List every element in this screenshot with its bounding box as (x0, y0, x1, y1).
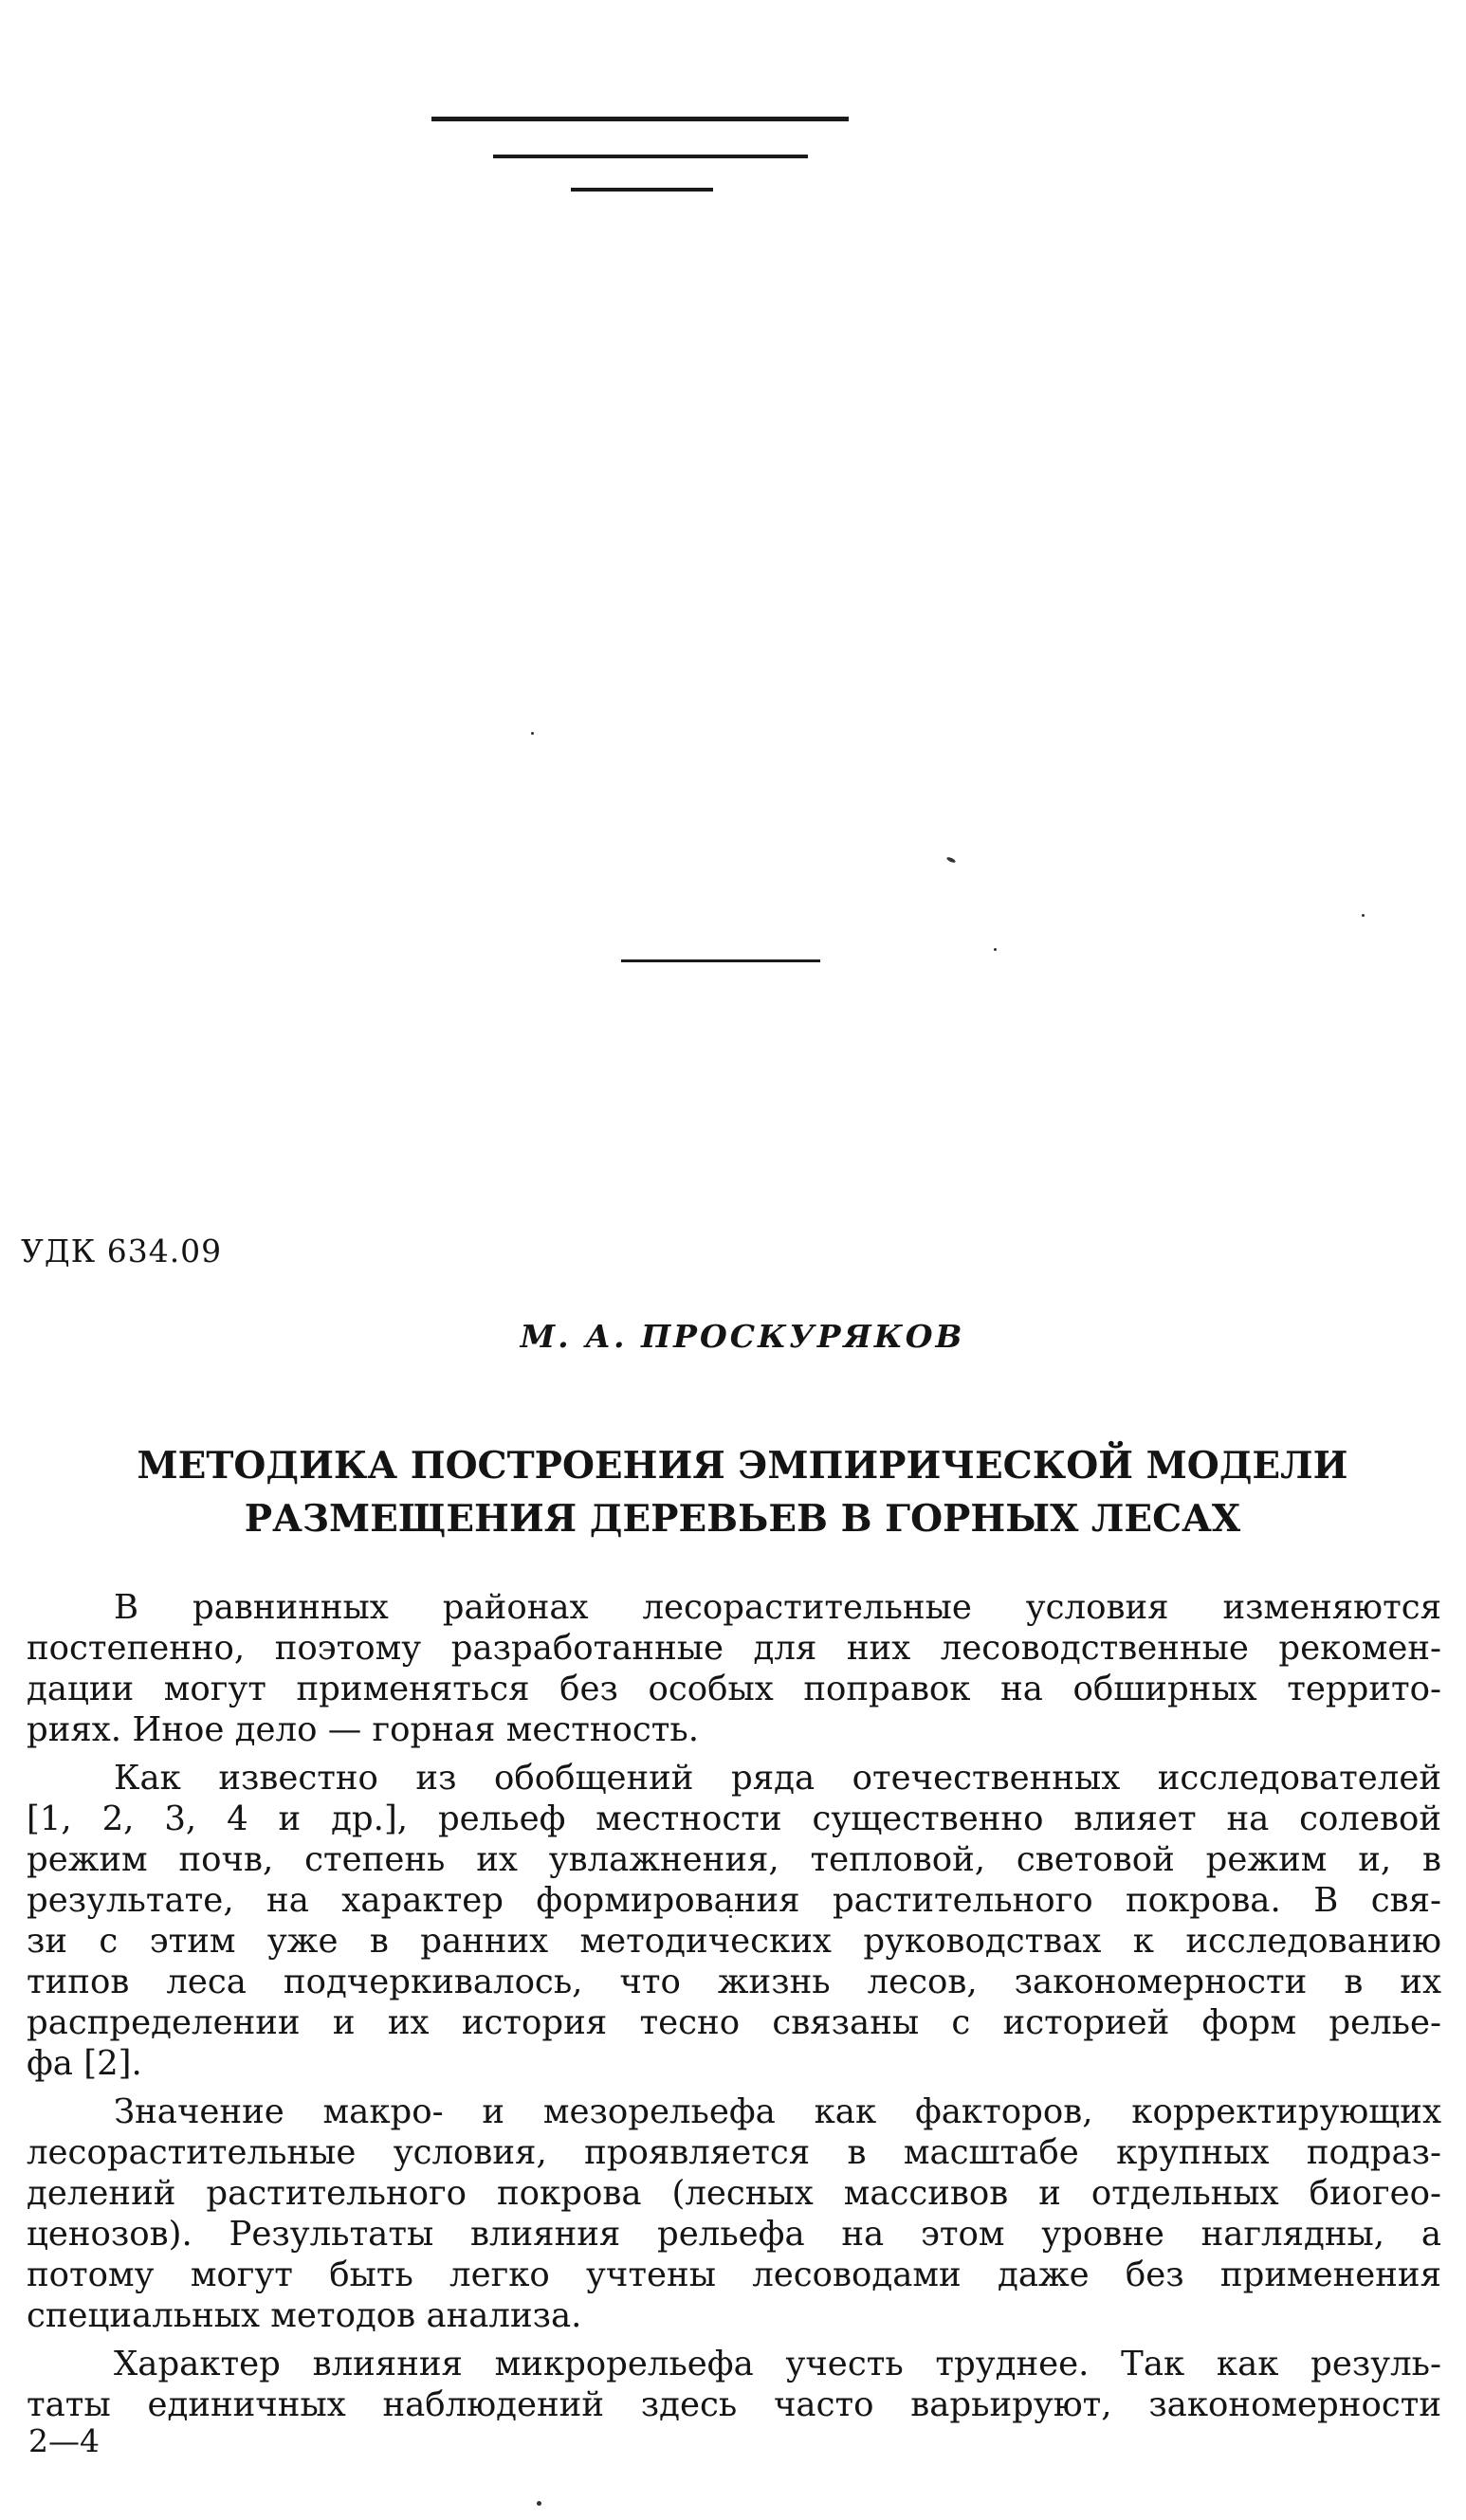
text-line: дации могут применяться без особых поправок на обширных террито- (27, 1670, 1441, 1708)
text-line: распределении и их история тесно связаны с историей форм релье- (27, 2003, 1441, 2042)
text-line: результате, на характер формирования растительного покрова. В свя- (27, 1881, 1441, 1920)
text-line: лесорастительные условия, проявляется в масштабе крупных подраз- (27, 2133, 1441, 2172)
speck (946, 856, 957, 864)
text-line: режим почв, степень их увлажнения, тепловой, световой режим и, в (27, 1840, 1441, 1879)
author-name: М. А. ПРОСКУРЯКОВ (520, 1318, 965, 1355)
mid-rule (621, 959, 820, 962)
text-line: таты единичных наблюдений здесь часто варьируют, закономерности (27, 2385, 1441, 2424)
text-line: типов леса подчеркивалось, что жизнь лесов, закономерности в их (27, 1963, 1441, 2001)
speck (994, 948, 997, 951)
text-line: делений растительного покрова (лесных массивов и отдельных биогео- (27, 2174, 1441, 2213)
title-line: РАЗМЕЩЕНИЯ ДЕРЕВЬЕВ В ГОРНЫХ ЛЕСАХ (244, 1497, 1241, 1541)
top-rule-3 (571, 188, 713, 192)
signature-mark: 2—4 (28, 2422, 100, 2459)
text-line: специальных методов анализа. (27, 2296, 582, 2335)
paragraph (27, 1758, 1441, 2084)
text-line: постепенно, поэтому разработанные для них лесоводственные рекомен- (27, 1629, 1441, 1668)
paragraph (27, 2091, 1441, 2336)
article-title (0, 1439, 1466, 1545)
udk-code: УДК 634.09 (21, 1233, 223, 1269)
text-line: потому могут быть легко учтены лесоводами даже без применения (27, 2255, 1441, 2294)
speck (537, 2501, 541, 2506)
paragraph (27, 1587, 1441, 1750)
text-line: Как известно из обобщений ряда отечественных исследователей (114, 1759, 1441, 1798)
top-rule-1 (431, 117, 849, 121)
speck (1362, 914, 1365, 917)
text-line: фа [2]. (27, 2044, 142, 2083)
text-line: ценозов). Результаты влияния рельефа на этом уровне наглядны, а (27, 2215, 1441, 2254)
text-line: зи с этим уже в ранних методических руководствах к исследованию (27, 1922, 1441, 1961)
paragraph (27, 2344, 1441, 2425)
text-line: Значение макро- и мезорельефа как факторов, корректирующих (114, 2092, 1441, 2131)
text-line: риях. Иное дело — горная местность. (27, 1710, 700, 1749)
text-line: [1, 2, 3, 4 и др.], рельеф местности существенно влияет на солевой (27, 1799, 1441, 1838)
top-rule-2 (493, 155, 808, 158)
text-line: Характер влияния микрорельефа учесть труднее. Так как резуль- (114, 2345, 1441, 2383)
article-body (27, 1587, 1441, 2425)
title-line: МЕТОДИКА ПОСТРОЕНИЯ ЭМПИРИЧЕСКОЙ МОДЕЛИ (137, 1444, 1348, 1488)
speck (531, 732, 534, 735)
text-line: В равнинных районах лесорастительные условия изменяются (114, 1588, 1441, 1627)
